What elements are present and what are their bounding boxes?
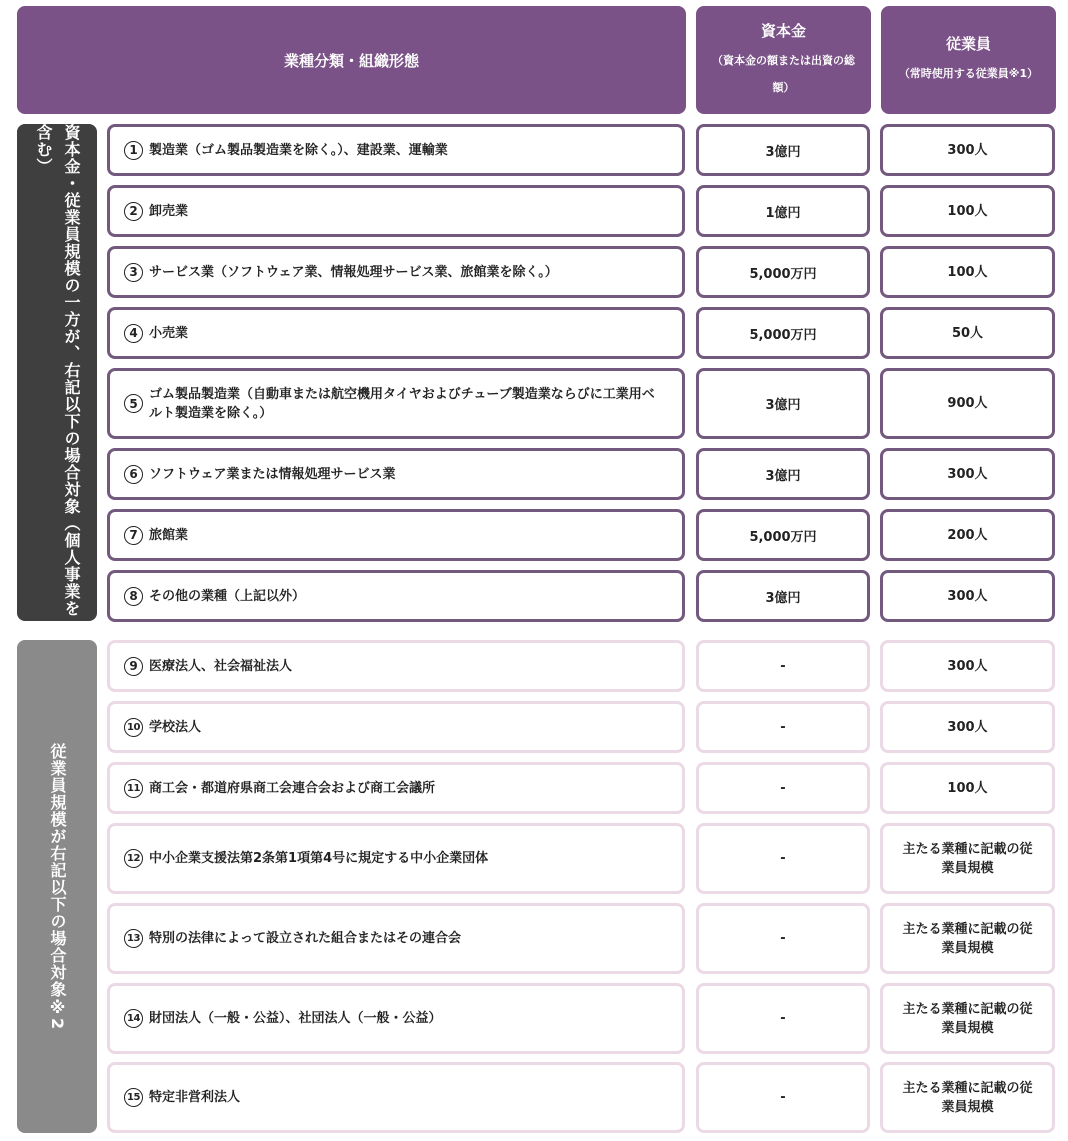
industry-label: 卸売業 — [149, 203, 189, 219]
industry-label: 商工会・都道府県商工会連合会および商工会議所 — [149, 780, 436, 796]
header-main-label: 業種分類・組織形態 — [283, 51, 419, 70]
employees-cell — [880, 448, 1055, 500]
capital-value: 1億円 — [765, 205, 801, 221]
employees-cell — [880, 701, 1055, 753]
capital-value: 3億円 — [765, 468, 801, 484]
employees-value: 300人 — [947, 588, 988, 604]
row-number-badge: 14 — [124, 1009, 143, 1028]
employees-value: 100人 — [947, 780, 988, 796]
industry-cell — [107, 1062, 685, 1133]
industry-label: その他の業種（上記以外） — [149, 588, 306, 604]
header-employees-subtitle: （常時使用する従業員※1） — [898, 67, 1039, 80]
capital-value: - — [780, 1090, 786, 1105]
capital-value: - — [780, 851, 786, 866]
capital-cell — [696, 448, 870, 500]
capital-value: 5,000万円 — [749, 529, 817, 545]
row-number-badge: 1 — [124, 141, 143, 160]
group-label-employees-only — [17, 640, 97, 1133]
industry-cell — [107, 823, 685, 894]
header-capital — [696, 6, 871, 114]
industry-cell — [107, 903, 685, 974]
industry-cell — [107, 307, 685, 359]
row-number-badge: 4 — [124, 324, 143, 343]
industry-label: 財団法人（一般・公益）、社団法人（一般・公益） — [149, 1011, 442, 1026]
row-number-badge: 9 — [124, 657, 143, 676]
group-label-capital-or-employees — [17, 124, 97, 621]
header-employees — [881, 6, 1056, 114]
capital-cell — [696, 823, 870, 894]
employees-value: 200人 — [947, 527, 988, 543]
industry-cell — [107, 368, 685, 439]
industry-label: ゴム製品製造業（自動車または航空機用タイヤおよびチューブ製造業ならびに工業用ベルト製造業を除く。） — [149, 386, 655, 421]
row-number-badge: 5 — [124, 394, 143, 413]
employees-cell — [880, 307, 1055, 359]
capital-cell — [696, 903, 870, 974]
industry-label: 小売業 — [149, 325, 189, 341]
capital-value: 5,000万円 — [749, 327, 817, 343]
capital-cell — [696, 640, 870, 692]
capital-value: - — [780, 658, 786, 674]
industry-cell — [107, 185, 685, 237]
employees-cell — [880, 570, 1055, 622]
employees-cell — [880, 903, 1055, 974]
industry-label: サービス業（ソフトウェア業、情報処理サービス業、旅館業を除く。） — [149, 264, 558, 280]
group-label-text: 資本金・従業員規模の一方が、右記以下の場合対象（個人事業を含む） — [34, 124, 81, 617]
capital-cell — [696, 1062, 870, 1133]
capital-value: 5,000万円 — [749, 266, 817, 282]
row-number-badge: 7 — [124, 526, 143, 545]
employees-value: 主たる業種に記載の従業員規模 — [902, 841, 1033, 876]
employees-cell — [880, 640, 1055, 692]
employees-cell — [880, 509, 1055, 561]
capital-cell — [696, 701, 870, 753]
header-industry-classification — [17, 6, 686, 114]
capital-value: 3億円 — [765, 590, 801, 606]
capital-value: - — [780, 780, 786, 796]
employees-cell — [880, 368, 1055, 439]
industry-cell — [107, 509, 685, 561]
industry-label: ソフトウェア業または情報処理サービス業 — [149, 466, 396, 482]
row-number-badge: 11 — [124, 779, 143, 798]
employees-value: 主たる業種に記載の従業員規模 — [902, 1001, 1033, 1036]
industry-cell — [107, 640, 685, 692]
header-capital-title: 資本金 — [760, 21, 806, 40]
employees-value: 100人 — [947, 203, 988, 219]
employees-cell — [880, 983, 1055, 1054]
capital-value: 3億円 — [765, 144, 801, 160]
row-number-badge: 13 — [124, 929, 143, 948]
industry-cell — [107, 701, 685, 753]
capital-cell — [696, 368, 870, 439]
industry-label: 特定非営利法人 — [149, 1090, 241, 1105]
group-label-text: 従業員規模が右記以下の場合対象※2 — [48, 742, 67, 1031]
employees-value: 50人 — [951, 325, 984, 341]
industry-cell — [107, 124, 685, 176]
industry-cell — [107, 448, 685, 500]
header-capital-subtitle: （資本金の額または出資の総額） — [712, 53, 855, 94]
employees-value: 300人 — [947, 658, 988, 674]
employees-cell — [880, 762, 1055, 814]
industry-label: 中小企業支援法第2条第1項第4号に規定する中小企業団体 — [149, 851, 489, 866]
industry-cell — [107, 762, 685, 814]
employees-cell — [880, 246, 1055, 298]
employees-value: 100人 — [947, 264, 988, 280]
employees-cell — [880, 185, 1055, 237]
capital-cell — [696, 124, 870, 176]
industry-label: 学校法人 — [149, 719, 202, 735]
employees-cell — [880, 823, 1055, 894]
employees-value: 300人 — [947, 719, 988, 735]
capital-cell — [696, 983, 870, 1054]
employees-value: 300人 — [947, 466, 988, 482]
capital-cell — [696, 762, 870, 814]
industry-label: 特別の法律によって設立された組合またはその連合会 — [149, 931, 462, 946]
row-number-badge: 8 — [124, 587, 143, 606]
row-number-badge: 12 — [124, 849, 143, 868]
employees-value: 主たる業種に記載の従業員規模 — [902, 921, 1033, 956]
row-number-badge: 6 — [124, 465, 143, 484]
employees-cell — [880, 124, 1055, 176]
industry-label: 製造業（ゴム製品製造業を除く。）、建設業、運輸業 — [149, 142, 448, 158]
employees-value: 300人 — [947, 142, 988, 158]
capital-value: - — [780, 931, 786, 946]
industry-cell — [107, 570, 685, 622]
capital-value: - — [780, 719, 786, 735]
industry-label: 医療法人、社会福祉法人 — [149, 658, 293, 674]
capital-cell — [696, 509, 870, 561]
row-number-badge: 3 — [124, 263, 143, 282]
header-employees-title: 従業員 — [945, 35, 991, 53]
row-number-badge: 10 — [124, 718, 143, 737]
capital-cell — [696, 307, 870, 359]
capital-value: - — [780, 1011, 786, 1026]
capital-cell — [696, 185, 870, 237]
capital-value: 3億円 — [765, 398, 801, 413]
industry-cell — [107, 246, 685, 298]
employees-cell — [880, 1062, 1055, 1133]
row-number-badge: 15 — [124, 1088, 143, 1107]
capital-cell — [696, 246, 870, 298]
industry-cell — [107, 983, 685, 1054]
employees-value: 主たる業種に記載の従業員規模 — [902, 1080, 1033, 1115]
industry-label: 旅館業 — [149, 527, 189, 543]
row-number-badge: 2 — [124, 202, 143, 221]
employees-value: 900人 — [947, 396, 988, 411]
capital-cell — [696, 570, 870, 622]
